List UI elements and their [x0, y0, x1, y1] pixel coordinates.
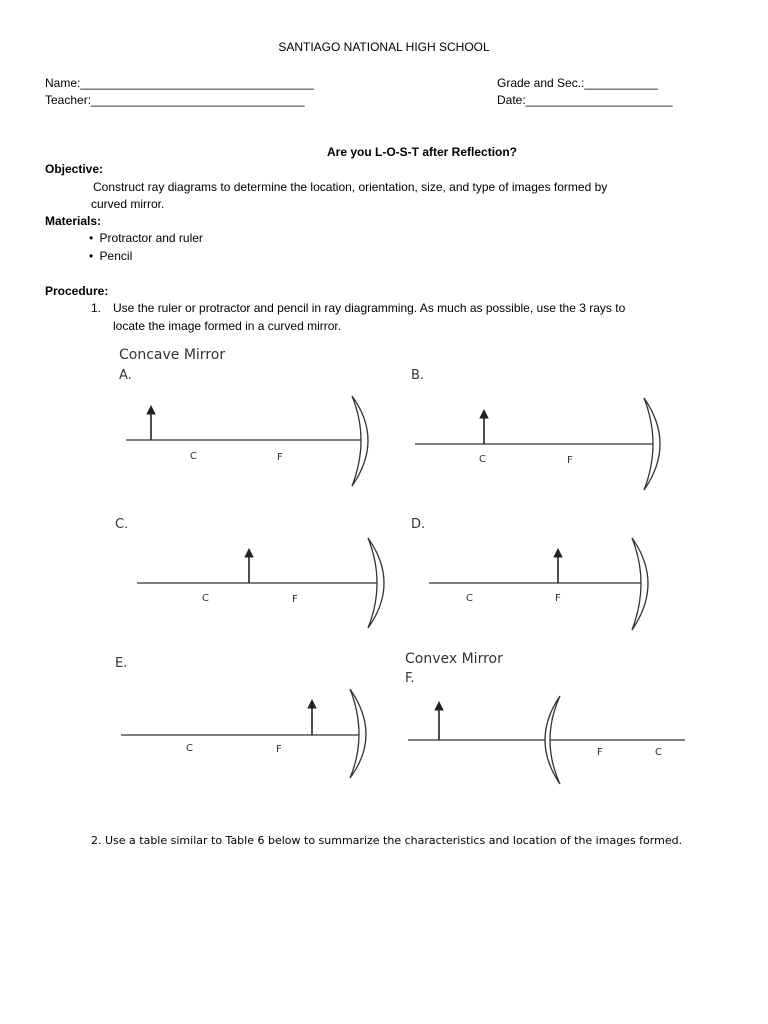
diagram-a: [126, 396, 368, 486]
step-1-line-2: locate the image formed in a curved mirror.: [113, 319, 342, 333]
point-label-f: F: [597, 747, 603, 758]
diagram-b-letter: B.: [411, 368, 425, 383]
point-label-f: F: [292, 594, 298, 605]
worksheet-title: Are you L-O-S-T after Reflection?: [327, 145, 518, 159]
step-1-number: 1.: [91, 301, 102, 315]
concave-mirror-title: Concave Mirror: [119, 347, 226, 363]
materials-heading: Materials:: [45, 214, 102, 228]
diagram-f: [408, 696, 685, 784]
point-label-c: C: [202, 593, 209, 604]
point-label-c: C: [186, 743, 193, 754]
point-label-c: C: [190, 451, 197, 462]
diagram-c-letter: C.: [115, 517, 129, 532]
concave-mirror-icon: [352, 396, 368, 486]
diagram-d-letter: D.: [411, 517, 426, 532]
concave-mirror-icon: [632, 538, 648, 630]
step-2-text: 2. Use a table similar to Table 6 below to summarize the characteristics and location of the images formed.: [91, 834, 683, 847]
teacher-label: Teacher:: [45, 93, 92, 107]
teacher-line: ________________________________: [91, 93, 305, 107]
material-item-label: Protractor and ruler: [99, 231, 203, 245]
convex-mirror-title: Convex Mirror: [405, 651, 503, 667]
diagram-d: [429, 538, 648, 630]
name-label: Name:: [45, 76, 81, 90]
step-1-line-1: Use the ruler or protractor and pencil in ray diagramming. As much as possible, use the 3 rays to: [113, 301, 626, 315]
diagram-a-letter: A.: [119, 368, 132, 383]
point-label-f: F: [555, 593, 561, 604]
point-label-f: F: [567, 455, 573, 466]
point-label-f: F: [277, 452, 283, 463]
material-item-label: Pencil: [99, 249, 133, 263]
objective-heading: Objective:: [45, 162, 104, 176]
procedure-heading: Procedure:: [45, 284, 109, 298]
grade-label: Grade and Sec.:: [497, 76, 585, 90]
bullet-icon: •: [89, 249, 94, 263]
school-name: SANTIAGO NATIONAL HIGH SCHOOL: [278, 40, 490, 54]
diagram-e-letter: E.: [115, 656, 128, 671]
date-line: ______________________: [525, 93, 673, 107]
concave-mirror-icon: [350, 689, 366, 778]
diagram-e: [121, 689, 366, 778]
name-line: ___________________________________: [80, 76, 314, 90]
point-label-f: F: [276, 744, 282, 755]
objective-line-2: curved mirror.: [91, 197, 165, 211]
bullet-icon: •: [89, 231, 94, 245]
point-label-c: C: [655, 747, 662, 758]
point-label-c: C: [479, 454, 486, 465]
grade-line: ___________: [584, 76, 658, 90]
point-label-c: C: [466, 593, 473, 604]
diagram-f-letter: F.: [405, 671, 415, 686]
diagram-c: [137, 538, 384, 628]
date-label: Date:: [497, 93, 526, 107]
diagram-b: [415, 398, 660, 490]
objective-line-1: Construct ray diagrams to determine the location, orientation, size, and type of images formed by: [93, 180, 608, 194]
